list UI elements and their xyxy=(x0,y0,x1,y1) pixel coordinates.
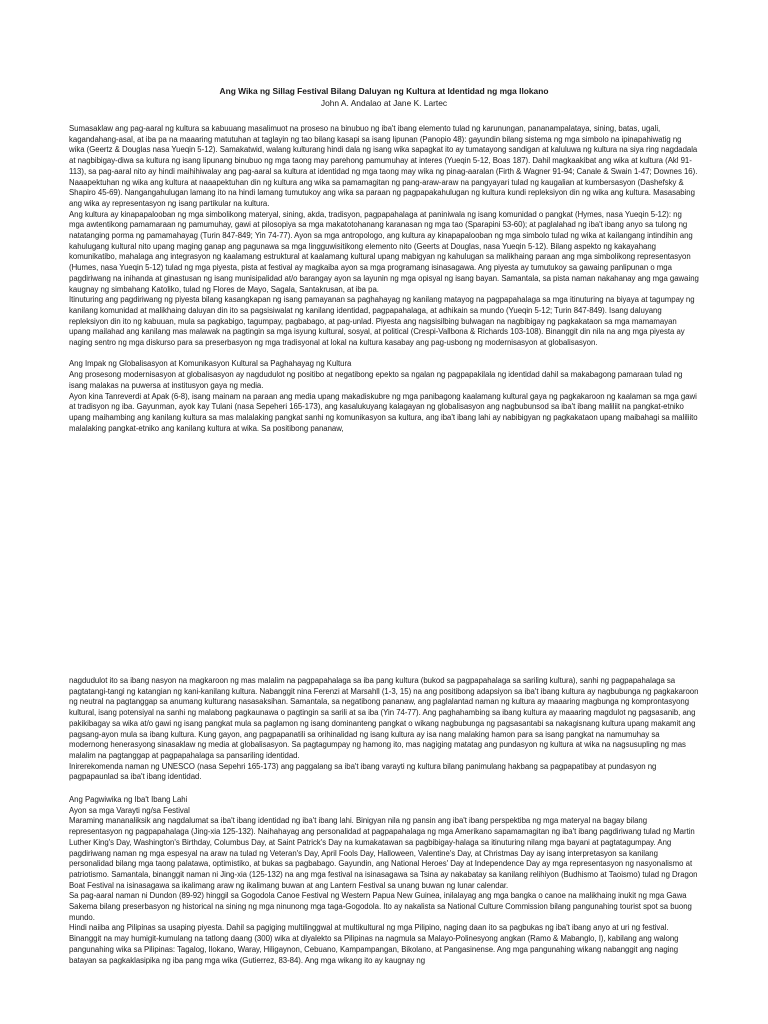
body-paragraph: Inirerekomenda naman ng UNESCO (nasa Sepehri 165-173) ang paggalang sa iba't ibang varayti ng kultura bilang panimulang hakbang sa pagpapatibay at pundasyon ng pagpapaunlad sa iba't ibang identidad. xyxy=(69,761,657,782)
page-two-body xyxy=(69,676,699,783)
body-paragraph: Hindi naiiba ang Pilipinas sa usaping piyesta. Dahil sa pagiging multilinggwal at multikultural ng mga Pilipino, naging daan ito sa pagbukas ng iba't ibang anyo at uri ng festival. Binanggit na may humigit-kumulang na tatlong daang (300) wika at diyalekto sa Pilipinas na nagmula sa Malayo-Polinesyong angkan (Ramo & Mabanglo, I), kabilang ang walong pangunahing wika sa Pilipinas: Tagalog, Ilokano, Waray, Hiligaynon, Cebuano, Kampampangan, Bikolano, at Pangasinense. Ang mga pangunahing wikang nabanggit ang naging batayan sa pagkaklasipika ng iba pang mga wika (Gutierrez, 83-84). Ang mga wikang ito ay kaugnay ng xyxy=(69,923,679,965)
document-title: Ang Wika ng Sillag Festival Bilang Daluyan ng Kultura at Identidad ng mga Ilokano xyxy=(219,86,549,96)
body-paragraph: Ang prosesong modernisasyon at globalisasyon ay nagdudulot ng positibo at negatibong epekto sa ngalan ng pagpapakilala ng identidad dahil sa makabagong pamaraan tulad ng isang malakas na puwersa at institusyon gaya ng media. xyxy=(69,370,683,390)
body-paragraph: Ayon kina Tanreverdi at Apak (6-8), isang mainam na paraan ang media upang makadiskubre ng mga panibagong kaalamang kultural gaya ng pagkakaroon ng kaalaman sa mga gawi at tradisyon ng iba. Gayunman, ayok kay Tulani (nasa Sepeheri 165-173), ang kasalukuyang kalagayan ng globalisasyon ang nagbubunsod sa iba't ibang maliliit na pangkat-etniko upang maihambing ang kanilang kultura sa mas malalaking pangkat sanhi ng komunikasyon sa kultura, ang iba't ibang lahi ay nabibigyan ng pagkakataon upang maibahagi sa maliliito malalaking pangkat-etniko ang kanilang kultura at wika. Sa positibong pananaw, xyxy=(69,391,698,433)
paragraph-gap xyxy=(69,349,699,360)
body-paragraph: Itinuturing ang pagdiriwang ng piyesta bilang kasangkapan ng isang pamayanan sa paghahayag ng kanilang matayog na pagpapahalaga sa mga itinuturing na biyaya at tagumpay ng kanilang komunidad at malikhaing daluyan din ito sa pagsisiwalat ng kanilang identidad, pagpapahalaga, at adhikain sa mundo (Yueqin 5-12; Turin 847-849). Isang daluyang repleksiyon din ito ng kabuuan, mula sa pagkabigo, tagumpay, pagbabago, at pag-unlad. Piyesta ang nagsisilbing bulwagan na nagbibigay ng pagkakataon sa mga mamamayan upang mailahad ang kanilang mas malawak na pagtingin sa mga isyung kultural, sosyal, at political (Crespi-Vallbona & Richards 103-108). Binanggit din nila na ang mga piyesta ay naging sentro ng mga diskurso para sa preserbasyon ng mga tradisyonal at lokal na kultura kasabay ang pag-usbong ng modernisasyon at globalisasyon. xyxy=(69,295,695,348)
body-paragraph: Sa pag-aaral naman ni Dundon (89-92) hinggil sa Gogodola Canoe Festival ng Western Papua New Guinea, inilalayag ang mga bangka o canoe na malikhaing inukit ng mga Gawa Sakema bilang preserbasyon ng historical na sining ng mga ninunong mga taga-Gogodola. Ito ay nakalista sa National Culture Commission bilang pangunahing tourist spot sa buong mundo. xyxy=(69,891,692,922)
body-paragraph: nagdudulot ito sa ibang nasyon na magkaroon ng mas malalim na pagpapahalaga sa iba pang kultura (bukod sa pagpapahalaga sa sariling kultura), sanhi ng pagpapahalaga sa pagtatangi-tangi ng katangian ng kani-kanilang kultura. Nabanggit nina Ferenzi at Marsahll (1-3, 15) na ang positibong adapsiyon sa iba't ibang kultura ay nagbubunga ng pagkakaroon ng neutral na pagtanggap sa anumang kulturang nasasaksihan. Samantala, sa negatibong pananaw, ang paglalantad naman ng kultura ay maaaring magbunga ng komprontasyong kultural, isang potensiyal na sanhi ng malabong pagkaunawa o pagtingin sa sarili at sa iba (Yin 74-77). Ang paghahambing sa ibang kultura ay maaaring magdulot ng pagsasanib, ang pakikibagay sa wika at/o gawi ng isang pangkat mula sa paglamon ng isang dominanteng pangkat o wikang nagbubunga ng pagsasantabi sa nakagisnang kultura upang makamit ang pagsang-ayon mula sa ibang kultura. Kung gayon, ang pagpapanatili sa orihinalidad ng isang kultura ay isa nang malaking hamon para sa isang pangkat na namumuhay sa modernong henerasyong sinasaklaw ng media at globalisasyon. Sa pagtagumpay ng hamong ito, mas nagiging matatag ang pundasyon ng kultura at wika na nagsusupling ng mas malalim na pagtanggap at pagpapahalaga sa pansariling identidad. xyxy=(69,676,699,760)
body-paragraph: Ang kultura ay kinapapalooban ng mga simbolikong materyal, sining, akda, tradisyon, pagpapahalaga at paniniwala ng isang komunidad o pangkat (Hymes, nasa Yueqin 5-12): ng mga awtentikong pamamaraan ng pamumuhay, gawi at pilosopiya sa mga makatotohanang karanasan ng mga tao (Sparapini 53-60); at paglalahad ng iba't ibang anyo sa tulong ng natatanging porma ng pamamahayag (Turin 847-849; Yin 74-77). Ayon sa mga antropologo, ang kultura ay kinapapalooban ng mga simbolo tulad ng wika at kailangang intindihin ang kahulugang kultural nito upang maging ganap ang pagunawa sa mga lingguwisitikong elemento nito (Geerts at Douglas, nasa Yueqin 5-12). Bilang aspekto ng kakayahang komunikatibo, mahalaga ang integrasyon ng kaalamang estruktural at kaalamang kultural upang mabigyan ng kahulugan sa malikhaing paraan ang mga simbolikong representasyon (Humes, nasa Yueqin 5-12) tulad ng mga piyesta, pista at festival ay magkaiba ayon sa mga programang isinasagawa. Ang piyesta ay tumutukoy sa gawaing panlipunan o mga pagdiriwang na inihanda at ginastusan ng isang munisipalidad at/o barangay ayon sa layunin ng mga opisyal ng isang bayan. Samantala, sa pista naman nakahanay ang mga gawaing kaugnay ng simbahang Katoliko, tulad ng Flores de Mayo, Sagala, Santakrusan, at iba pa. xyxy=(69,209,699,294)
body-paragraph: Maraming mananaliksik ang nagdalumat sa iba't ibang identidad ng iba't ibang lahi. Binigyan nila ng pansin ang iba't ibang perspektiba ng mga materyal na bagay bilang representasyon ng pagpapahalaga (Jing-xia 125-132). Naihahayag ang personalidad at pagpapahalaga ng mga Amerikano sapamamagitan ng iba't ibang pagdiriwang tulad ng Martin Luther King's Day, Washington's Birthday, Columbus Day, at Saint Patrick's Day na kumakatawan sa pagbibigay-halaga sa itinuturing nilang mga bayani at pagtatagumpay. Ang pagdiriwang naman ng mga espesyal na araw na tulad ng Veteran's Day, April Fools Day, Halloween, Valentine's Day, at Christmas Day ay isang interpretasyon sa kanilang personalidad bilang mga taong palatawa, optimistiko, at bukas sa pagbabago. Gayundin, ang National Heroes' Day at Independence Day ay mga representasyon ng nasyonalismo at patriotismo. Samantala, binanggit naman ni Jing-xia (125-132) na ang mga festival na isinasagawa sa Tsina ay nakabatay sa kanilang relihiyon (Budhismo at Taoismo) tulad ng Dragon Boat Festival na isinasagawa sa ikalimang araw ng ikalimang buwan at ang Lantern Festival sa unang buwan ng lunar calendar. xyxy=(69,816,698,890)
document-authors: John A. Andalao at Jane K. Lartec xyxy=(320,98,448,108)
page-one-body xyxy=(69,124,699,434)
body-paragraph: Sumasaklaw ang pag-aaral ng kultura sa kabuuang masalimuot na proseso na binubuo ng iba't ibang elemento tulad ng karunungan, pananampalataya, sining, batas, ugali, kagandahang-asal, at iba pa na maaaring matutuhan at taglayin ng tao bilang kasapi sa isang lipunan (Panopio 48): gayundin bilang sistema ng mga simbolo na ipinapahiwatig ng wika (Geertz & Douglas nasa Yueqin 5-12). Samakatwid, walang kulturang hindi dala ng isang wika sapagkat ito ay tumatayong sandigan at kaluluwa ng kultura na siya ring nagdadala at nagbibigay-diwa sa kultura ng isang lipunang binubuo ng mga taong may parehong pamumuhay at interes (Yueqin 5-12, Boas 187). Dahil magkaakibat ang wika at kultura (Akl 91-113), sa pag-aaral nito ay hindi maihihiwalay ang pag-aaral sa kultura at identidad ng mga taong may wika ng pinag-aaralan (Firth & Wagner 91-94; Canale & Swain 1-47; Downes 16). Naaapektuhan ng wika ang kultura at naaapektuhan din ng kultura ang wika sa pamamagitan ng pang-araw-araw na pangyayari tulad ng kaugalian at kumbersasyon (Dashefsky & Shapiro 45-69). Nangangahulugan lamang ito na hindi lamang tumutukoy ang wika sa paraan ng pagpapakahulugan ng kultura kundi repleksiyon din ng wika ang kultura. Masasabing ang wika ay representasyon ng isang partikular na kultura. xyxy=(69,124,698,208)
section-heading: Ang Pagwiwika ng Iba't Ibang Lahi xyxy=(69,795,188,804)
section-heading: Ang Impak ng Globalisasyon at Komunikasyon Kultural sa Paghahayag ng Kultura xyxy=(69,359,352,369)
page-two-section xyxy=(69,795,699,966)
section-subheading: Ayon sa mga Varayti ng/sa Festival xyxy=(69,805,190,815)
